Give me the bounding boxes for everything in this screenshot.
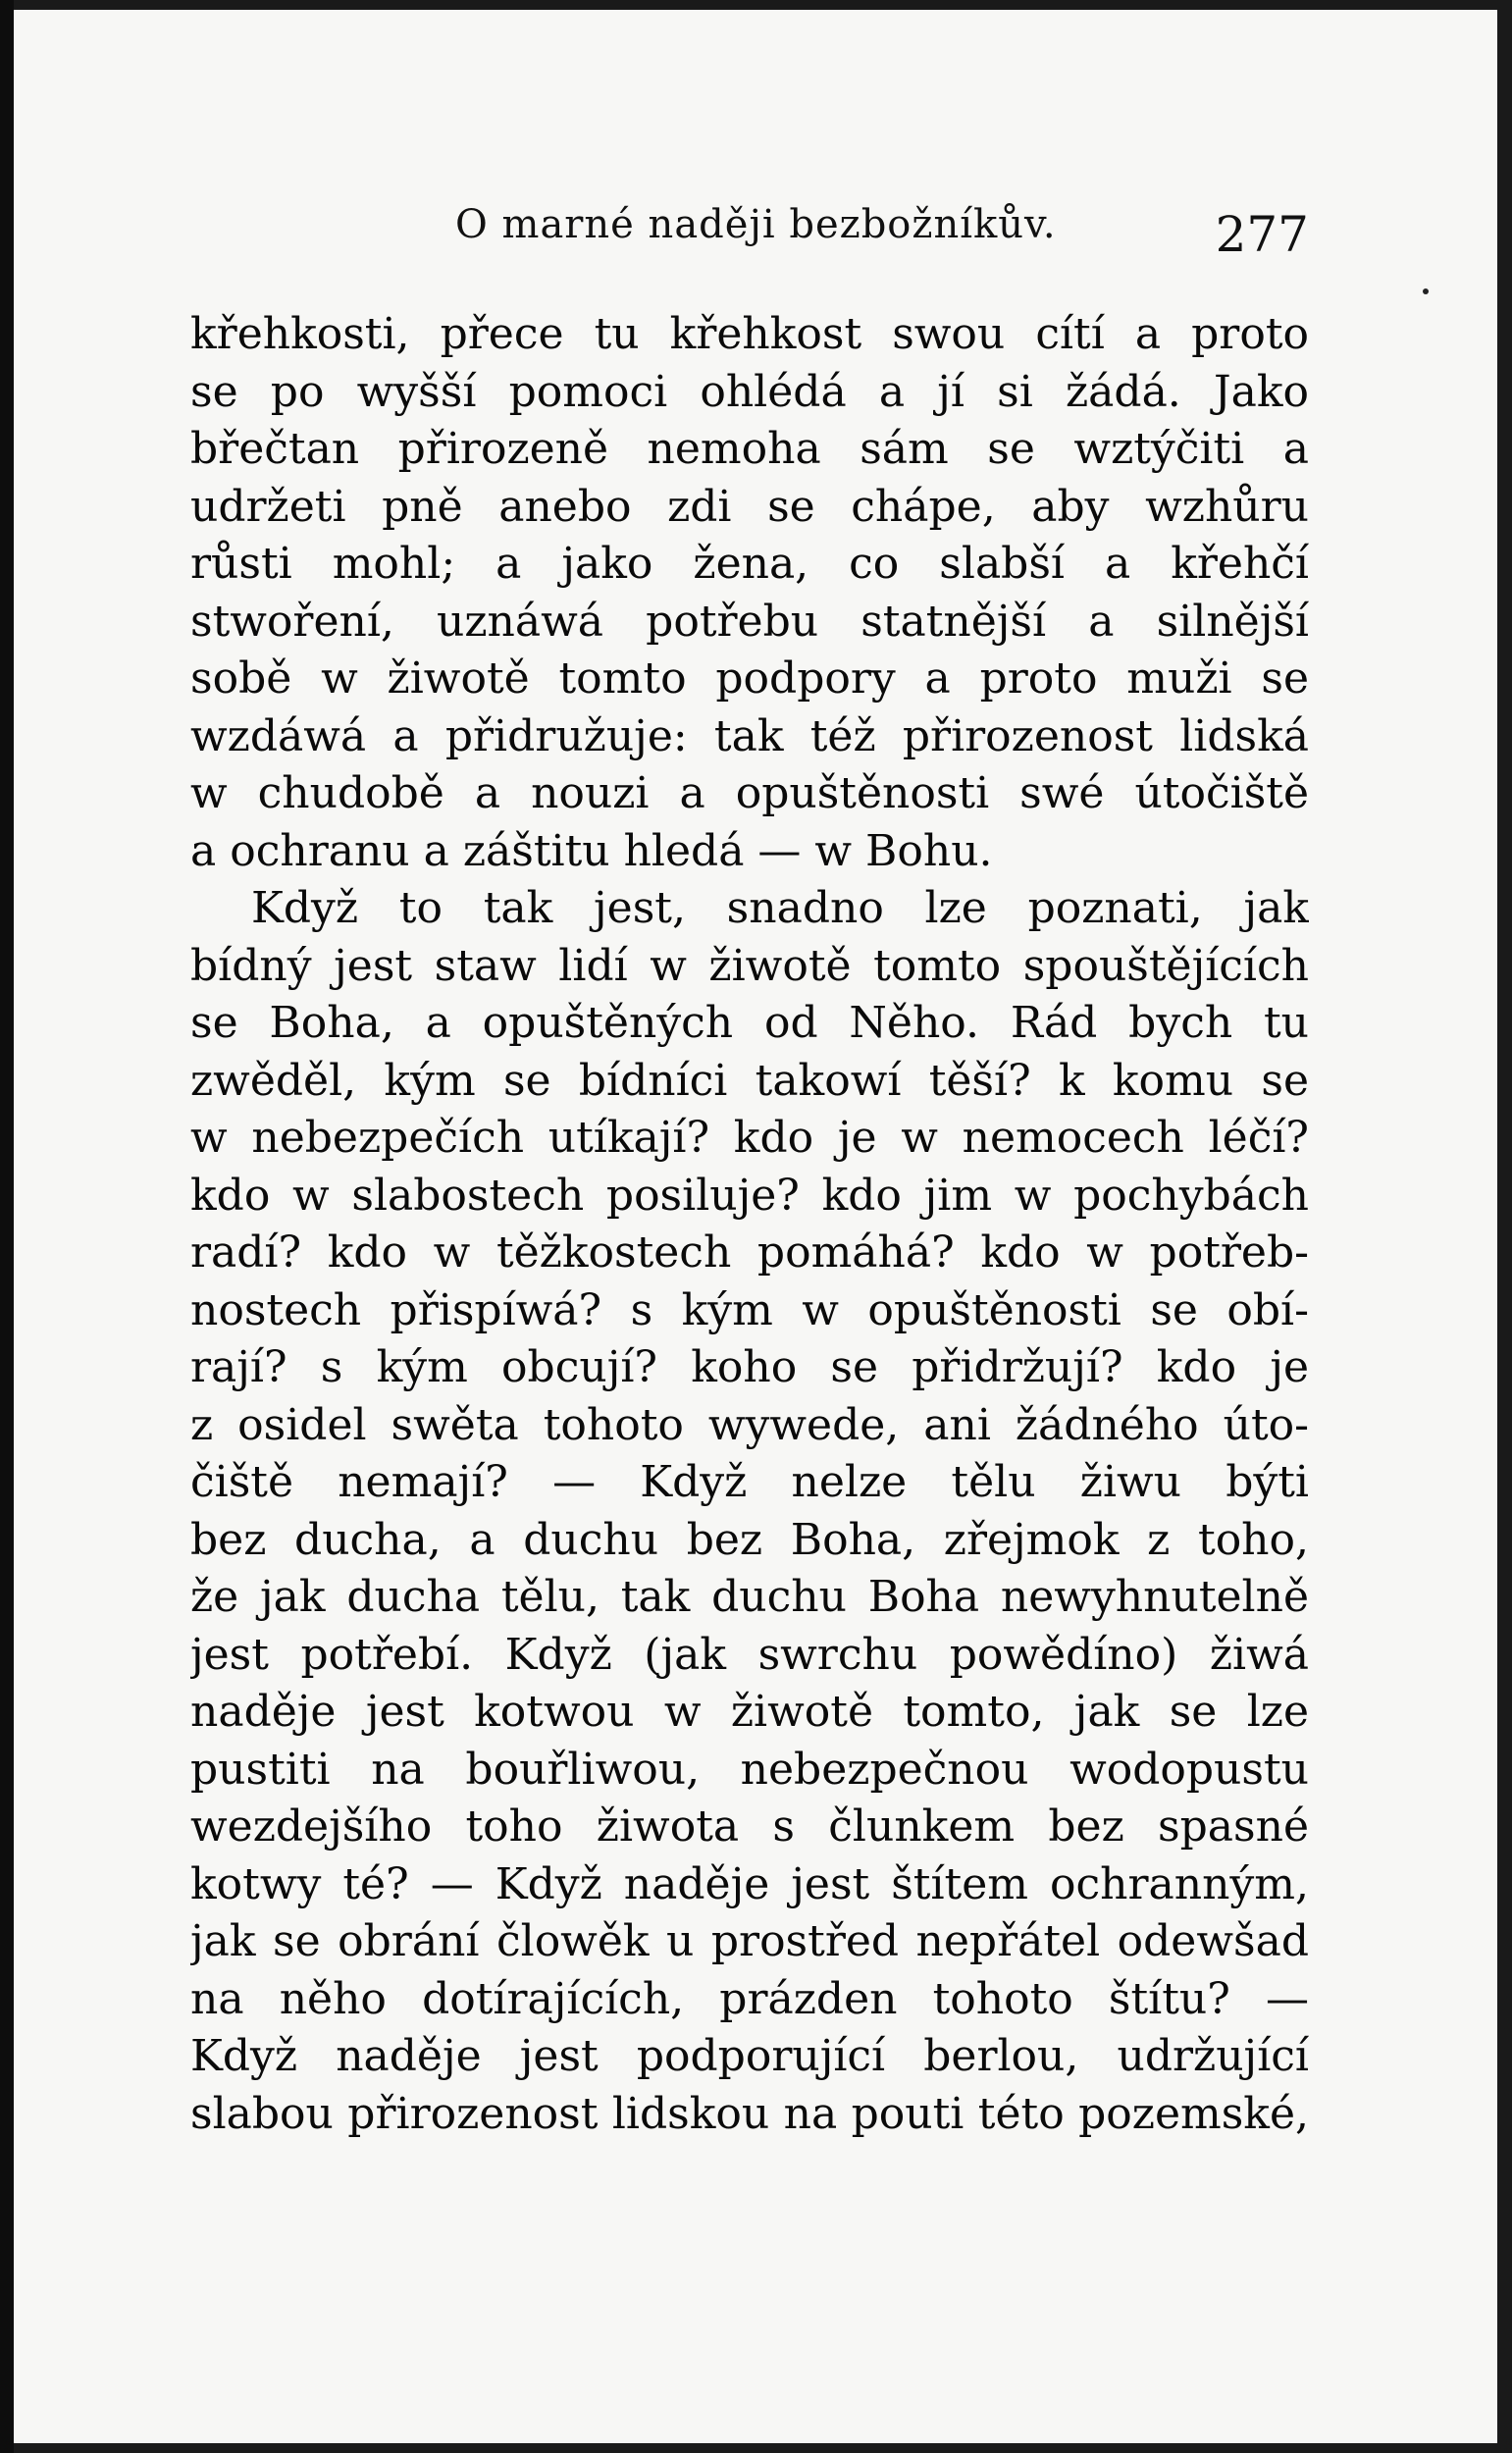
text-line: že jak ducha tělu, tak duchu Boha newyhnutelně	[190, 1572, 1309, 1622]
text-line: kotwy té? — Když naděje jest štítem ochranným,	[190, 1858, 1309, 1909]
text-line: radí? kdo w těžkostech pomáhá? kdo w potřeb-	[190, 1227, 1309, 1278]
text-line: rají? s kým obcují? koho se přidržují? kdo je	[190, 1342, 1309, 1392]
text-line: křehkosti, přece tu křehkost swou cítí a proto	[190, 309, 1309, 359]
text-line: bez ducha, a duchu bez Boha, zřejmok z toho,	[190, 1514, 1309, 1565]
text-line: na něho dotírajících, prázden tohoto štítu? —	[190, 1973, 1309, 2024]
text-line: jak se obrání člowěk u prostřed nepřátel odewšad	[190, 1916, 1309, 1966]
body-text	[190, 306, 1309, 2143]
text-line: růsti mohl; a jako žena, co slabší a křehčí	[190, 539, 1309, 589]
text-line: slabou přirozenost lidskou na pouti této pozemské,	[190, 2088, 1309, 2139]
text-line: zwěděl, kým se bídníci takowí těší? k komu se	[190, 1055, 1309, 1106]
text-line: se po wyšší pomoci ohlédá a jí si žádá. Jako	[190, 366, 1309, 417]
scan-edge	[0, 0, 14, 2453]
page-number: 277	[1215, 206, 1309, 263]
text-line: se Boha, a opuštěných od Něho. Rád bych tu	[190, 998, 1309, 1048]
text-line: bídný jest staw lidí w žiwotě tomto spouštějících	[190, 940, 1309, 991]
text-line: kdo w slabostech posiluje? kdo jim w pochybách	[190, 1170, 1309, 1221]
text-line: naděje jest kotwou w žiwotě tomto, jak se lze	[190, 1687, 1309, 1737]
text-line: udržeti pně anebo zdi se chápe, aby wzhůru	[190, 481, 1309, 532]
text-line: a ochranu a záštitu hledá — w Bohu.	[190, 825, 993, 876]
text-line: čiště nemají? — Když nelze tělu žiwu býti	[190, 1457, 1309, 1507]
text-line: Když naděje jest podporující berlou, udržující	[190, 2031, 1309, 2081]
text-line: břečtan přirozeně nemoha sám se wztýčiti a	[190, 424, 1309, 474]
book-page	[14, 10, 1497, 2443]
text-line: wzdáwá a přidružuje: tak též přirozenost lidská	[190, 710, 1309, 761]
page-header	[190, 202, 1309, 271]
text-line: w chudobě a nouzi a opuštěnosti swé útočiště	[190, 768, 1309, 818]
text-line: pustiti na bouřliwou, nebezpečnou wodopustu	[190, 1744, 1309, 1795]
text-line: Když to tak jest, snadno lze poznati, jak	[251, 883, 1309, 933]
text-line: jest potřebí. Když (jak swrchu powědíno) žiwá	[190, 1629, 1309, 1680]
text-line: sobě w žiwotě tomto podpory a proto muži se	[190, 653, 1309, 704]
text-line: z osidel swěta tohoto wywede, ani žádného úto-	[190, 1399, 1309, 1450]
text-line: wezdejšího toho žiwota s člunkem bez spasné	[190, 1801, 1309, 1852]
text-line: nostech přispíwá? s kým w opuštěnosti se obí-	[190, 1284, 1309, 1335]
ink-speck	[1423, 288, 1429, 294]
text-line: w nebezpečích utíkají? kdo je w nemocech léčí?	[190, 1113, 1309, 1163]
running-title: O marné naději bezbožníkův.	[455, 202, 1057, 247]
text-line: stwoření, uznáwá potřebu statnější a silnější	[190, 596, 1309, 647]
